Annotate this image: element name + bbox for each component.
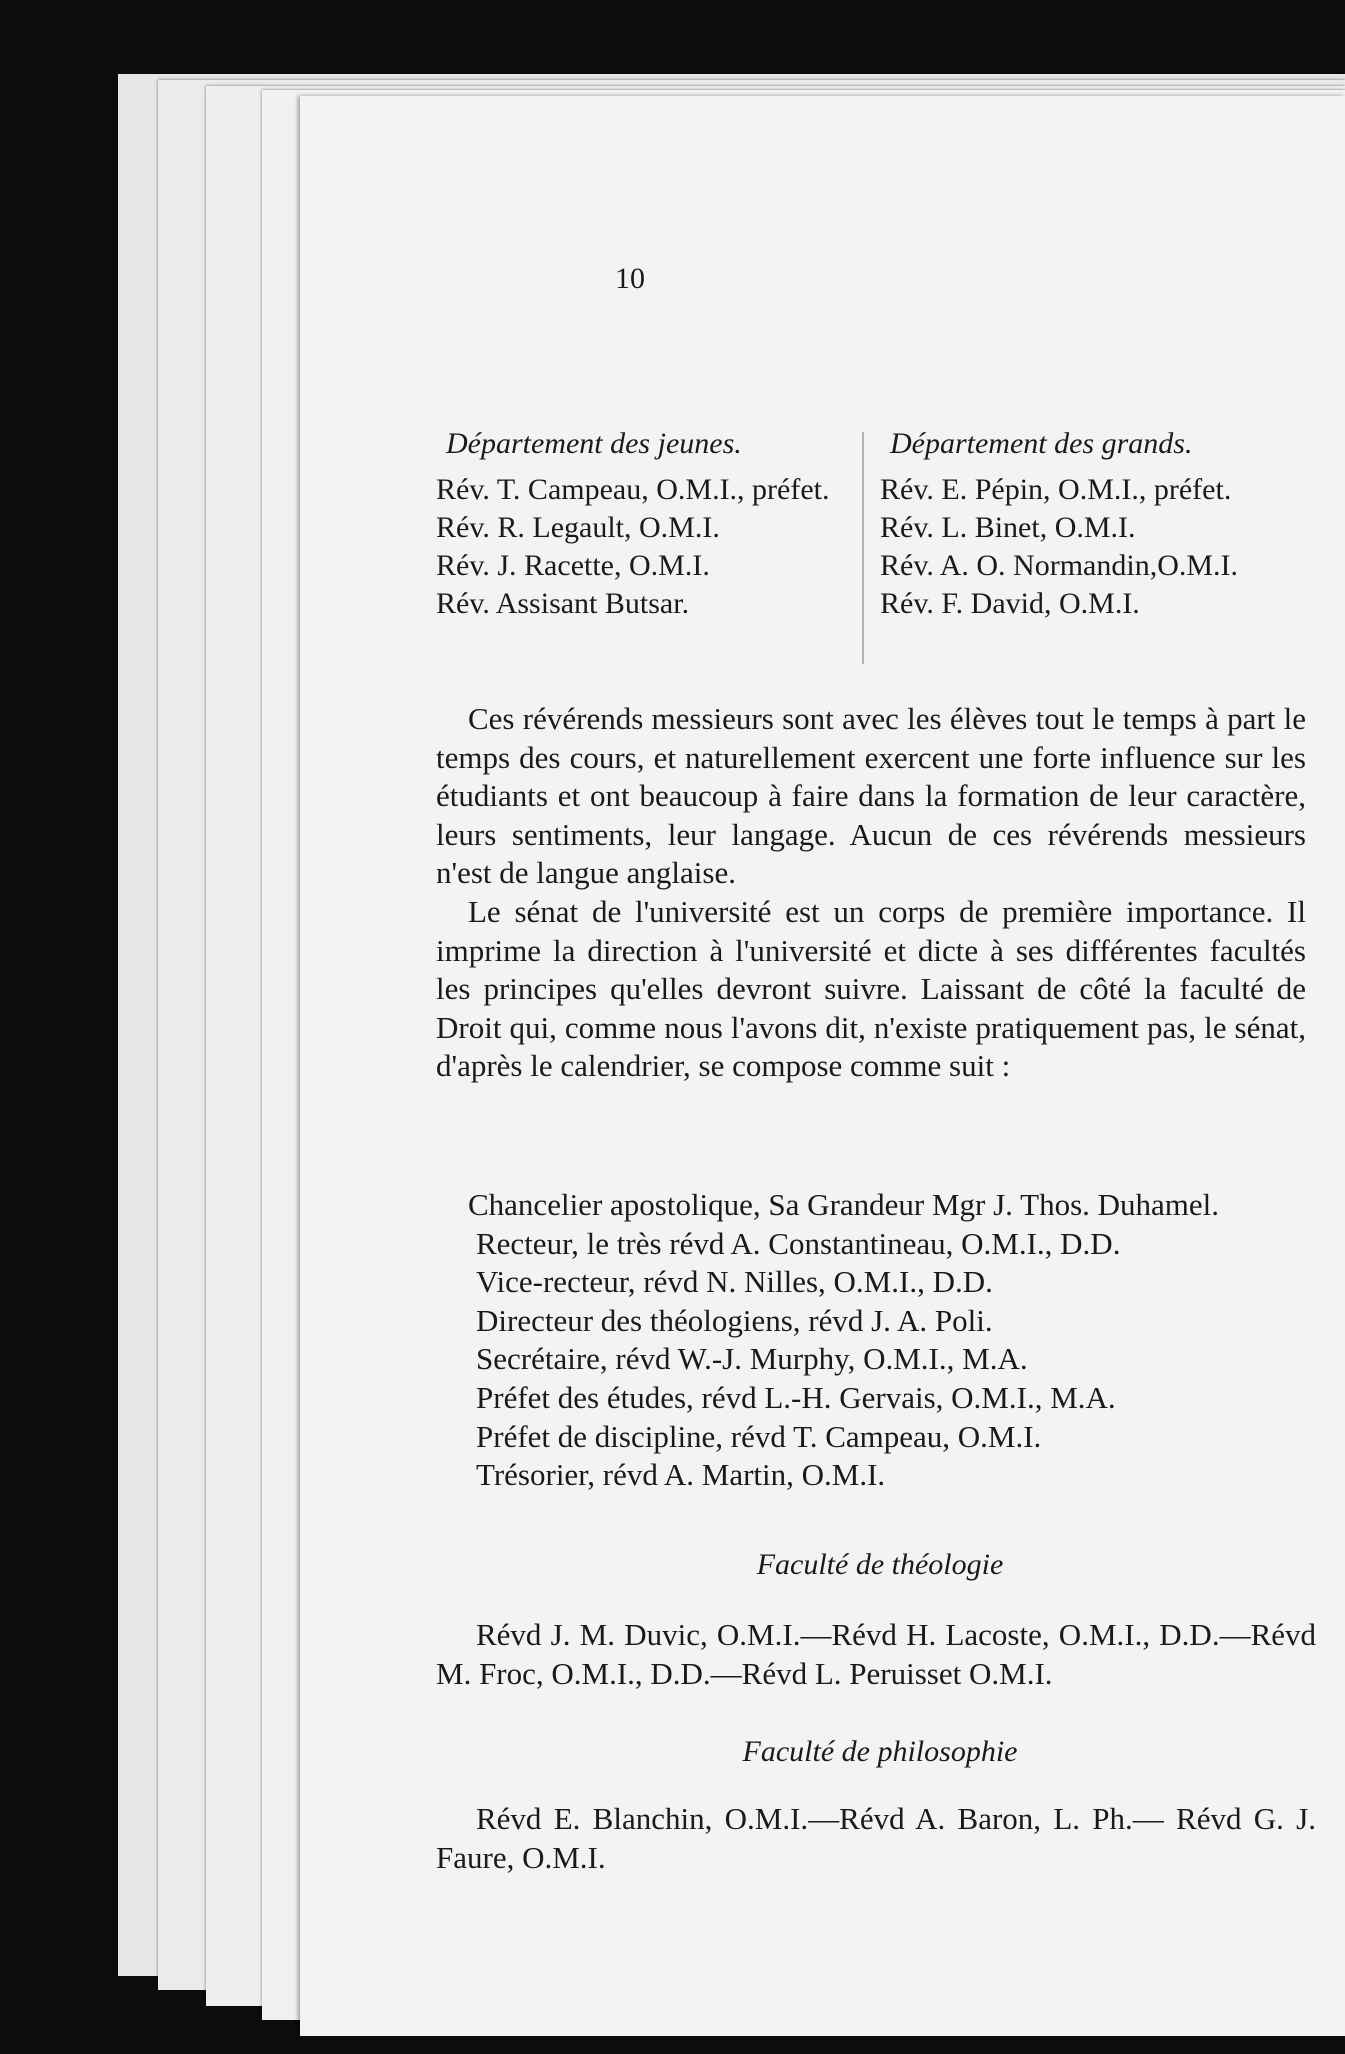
senate-member: Trésorier, révd A. Martin, O.M.I.: [476, 1457, 886, 1493]
department-entry: Rév. J. Racette, O.M.I.: [436, 549, 710, 582]
column-divider: [862, 432, 864, 664]
senate-chancellor: Chancelier apostolique, Sa Grandeur Mgr J. Thos. Duhamel.: [468, 1187, 1220, 1222]
senate-member: Recteur, le très révd A. Constantineau, O.M.I., D.D.: [476, 1225, 1121, 1261]
faculty-philosophy-members: Révd E. Blanchin, O.M.I.—Révd A. Baron, L. Ph.— Révd G. J. Faure, O.M.I.: [436, 1801, 1316, 1875]
department-entry: Rév. Assisant Butsar.: [436, 587, 690, 620]
senate-member: Vice-recteur, révd N. Nilles, O.M.I., D.D.: [476, 1264, 993, 1300]
department-entry: Rév. R. Legault, O.M.I.: [436, 511, 720, 544]
faculty-theology-title: Faculté de théologie: [756, 1548, 1004, 1581]
body-text: [436, 700, 1306, 1086]
paragraph: Ces révérends messieurs sont avec les élèves tout le temps à part le temps des cours, et naturellement exercent une forte influence sur les étudiants et ont beaucoup à faire dans la formation de leur caractère, leurs sentiments, leur langage. Aucun de ces révérends messieurs n'est de langue anglaise.: [436, 701, 1306, 891]
department-juniors-heading: Département des jeunes.: [446, 427, 742, 460]
senate-member: Secrétaire, révd W.-J. Murphy, O.M.I., M.A.: [476, 1341, 1028, 1377]
department-seniors: [880, 425, 1320, 623]
department-entry: Rév. A. O. Normandin,O.M.I.: [880, 549, 1239, 582]
senate-member: Préfet de discipline, révd T. Campeau, O.M.I.: [476, 1418, 1042, 1454]
senate-member: Préfet des études, révd L.-H. Gervais, O.M.I., M.A.: [476, 1379, 1116, 1415]
department-entry: Rév. E. Pépin, O.M.I., préfet.: [880, 473, 1232, 506]
department-entry: Rév. F. David, O.M.I.: [880, 587, 1140, 620]
department-juniors: [436, 425, 856, 623]
department-seniors-heading: Département des grands.: [890, 427, 1193, 460]
page-number: 10: [615, 262, 645, 295]
department-entry: Rév. T. Campeau, O.M.I., préfet.: [436, 473, 830, 506]
paragraph: Le sénat de l'université est un corps de première importance. Il imprime la direction à l'université et dicte à ses différentes facultés les principes qu'elles devront suivre. Laissant de côté la faculté de Droit qui, comme nous l'avons dit, n'existe pratiquement pas, le sénat, d'après le calendrier, se compose comme suit :: [436, 893, 1306, 1084]
senate-list: [436, 1186, 1316, 1495]
department-entry: Rév. L. Binet, O.M.I.: [880, 511, 1136, 544]
senate-member: Directeur des théologiens, révd J. A. Poli.: [476, 1302, 993, 1338]
faculty-philosophy-title: Faculté de philosophie: [742, 1735, 1018, 1768]
faculty-theology-members: Révd J. M. Duvic, O.M.I.—Révd H. Lacoste, O.M.I., D.D.—Révd M. Froc, O.M.I., D.D.—Révd L. Peruisset O.M.I.: [436, 1617, 1316, 1691]
